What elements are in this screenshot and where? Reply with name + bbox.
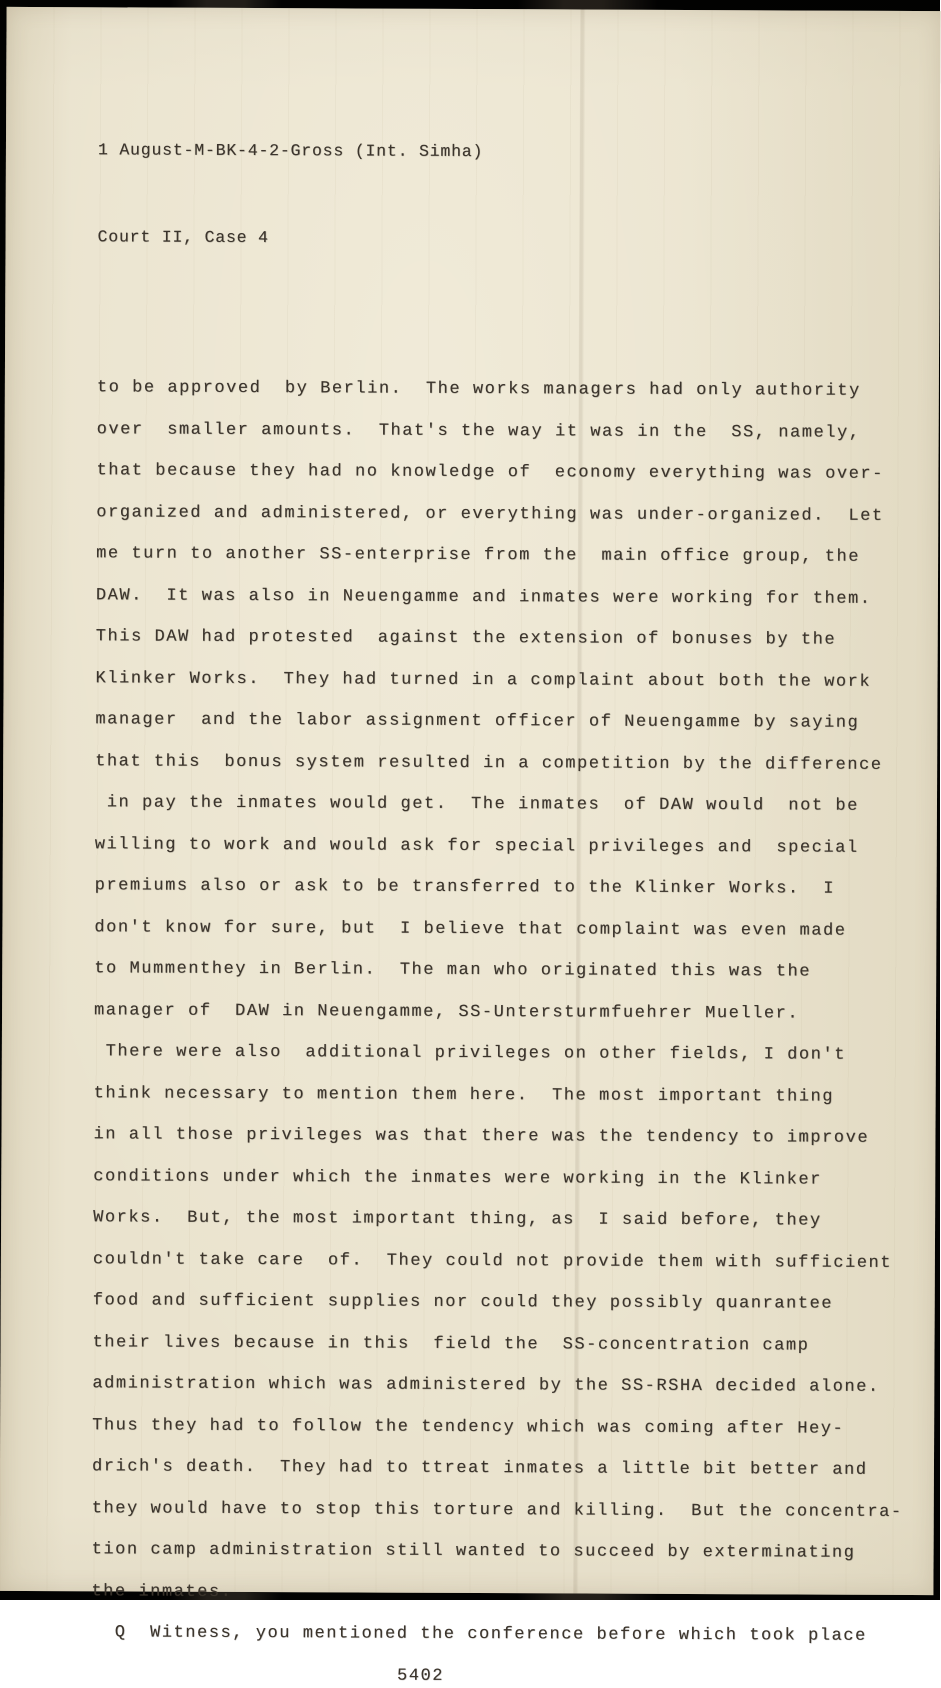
typed-line: Q Witness, you mentioned the conference before which took place	[91, 1623, 867, 1646]
typed-line: to be approved by Berlin. The works managers had only authority	[96, 378, 861, 401]
typed-line: think necessary to mention them here. The most important thing	[93, 1083, 835, 1107]
typed-line: the inmates.	[91, 1581, 233, 1602]
typed-line: conditions under which the inmates were working in the Klinker	[93, 1166, 822, 1190]
typed-line: This DAW had protested against the extension of bonuses by the	[95, 627, 837, 650]
typed-line: me turn to another SS-enterprise from the main office group, the	[96, 544, 861, 567]
header-line-1: 1 August-M-BK-4-2-Gross (Int. Simha)	[97, 140, 484, 162]
paper-sheet	[0, 7, 941, 1686]
typed-line: food and sufficient supplies nor could they possibly quanrantee	[92, 1291, 834, 1314]
header-line-2: Court II, Case 4	[97, 227, 269, 248]
typed-line: premiums also or ask to be transferred to the Klinker Works. I	[94, 876, 836, 899]
typed-line: There were also additional privileges on other fields, I don't	[93, 1042, 847, 1065]
typed-line: in pay the inmates would get. The inmates of DAW would not be	[94, 793, 859, 816]
typed-line: administration which was administered by the SS-RSHA decided alone.	[92, 1374, 880, 1397]
typed-line: Works. But, the most important thing, as I said before, they	[93, 1208, 822, 1231]
typed-line: to Mummenthey in Berlin. The man who originated this was the	[94, 959, 812, 982]
typed-line: that because they had no knowledge of economy everything was over-	[96, 461, 884, 484]
typed-line: organized and administered, or everything was under-organized. Let	[96, 502, 884, 526]
typed-line: their lives because in this field the SS-concentration camp	[92, 1332, 810, 1356]
typed-lines	[0, 367, 939, 1658]
typed-line: Klinker Works. They had turned in a complaint about both the work	[95, 668, 872, 692]
typed-line: willing to work and would ask for special privileges and special	[94, 834, 859, 858]
typed-line: manager and the labor assignment officer of Neuengamme by saying	[95, 710, 860, 733]
typed-line: over smaller amounts. That's the way it was in the SS, namely,	[96, 419, 861, 443]
typed-line: tion camp administration still wanted to succeed by exterminating	[91, 1540, 856, 1563]
typed-line: couldn't take care of. They could not provide them with sufficient	[92, 1249, 893, 1273]
page-number: 5402	[396, 1666, 445, 1686]
typed-line: don't know for sure, but I believe that complaint was even made	[94, 917, 847, 941]
typed-line: in all those privileges was that there was the tendency to improve	[93, 1125, 870, 1148]
typed-line: drich's death. They had to ttreat inmates a little bit better and	[91, 1457, 868, 1480]
page-header	[5, 7, 940, 313]
typed-line: DAW. It was also in Neuengamme and inmates were working for them.	[95, 585, 872, 609]
typed-line: that this bonus system resulted in a competition by the difference	[95, 751, 883, 775]
typed-line: they would have to stop this torture and killing. But the concentra-	[91, 1498, 903, 1522]
typed-line: Thus they had to follow the tendency which was coming after Hey-	[92, 1415, 845, 1439]
typed-line: manager of DAW in Neuengamme, SS-Untersturmfuehrer Mueller.	[94, 1000, 800, 1023]
